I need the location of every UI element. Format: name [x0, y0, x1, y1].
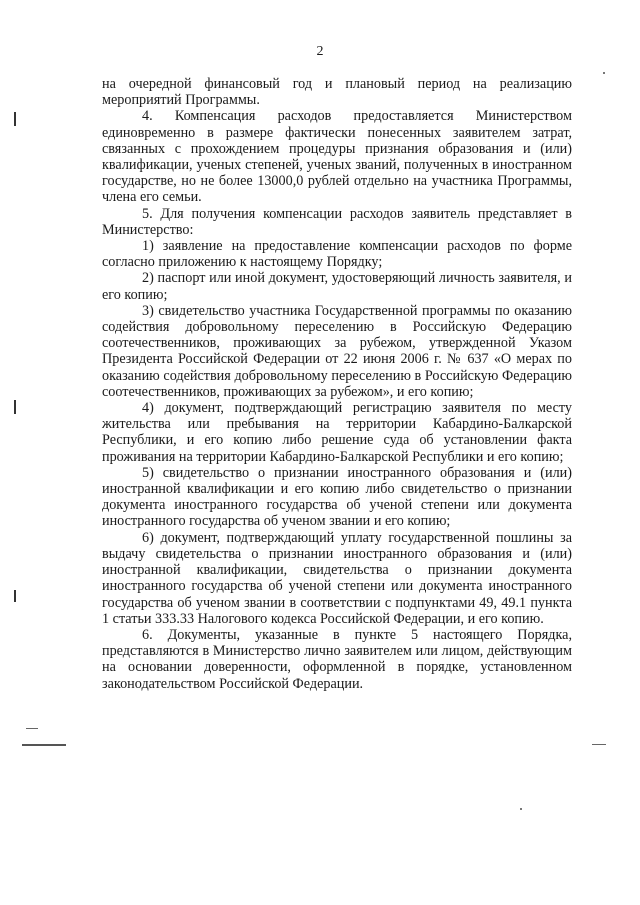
paragraph-6: 3) свидетельство участника Государственной программы по оказанию содействия добровольному переселению в Российскую Федерацию соотечественников, проживающих за рубежом, утвержденной Указом Президента Российской Федерации от 22 июня 2006 г. № 637 «О мерах по оказанию содействия добровольному переселению в Российскую Федерацию соотечественников, проживающих за рубежом», и его копию;: [102, 302, 572, 400]
paragraph-1: на очередной финансовый год и плановый период на реализацию мероприятий Программы.: [102, 76, 572, 109]
scan-dash-right: [592, 744, 606, 745]
document-body: [102, 76, 572, 692]
paragraph-10: 6. Документы, указанные в пункте 5 настоящего Порядка, представляются в Министерство лично заявителем или лицом, действующим на основании доверенности, оформленной в порядке, установленном законодательством Российской Федерации.: [102, 626, 572, 692]
paragraph-8: 5) свидетельство о признании иностранного образования и (или) иностранной квалификации и его копию либо свидетельство о признании документа иностранного государства об ученой степени или документа иностранного государства об ученом звании и его копию;: [102, 464, 572, 530]
paragraph-4: 1) заявление на предоставление компенсации расходов по форме согласно приложению к настоящему Порядку;: [102, 238, 572, 271]
scan-mark-left-1: [14, 112, 16, 126]
page-number: 2: [316, 44, 324, 59]
scan-mark-left-2: [14, 400, 16, 414]
scan-dash-left-1: [26, 728, 38, 729]
paragraph-9: 6) документ, подтверждающий уплату государственной пошлины за выдачу свидетельства о признании иностранного образования и (или) иностранной квалификации, свидетельства о признании документа иностранного государства об ученой степени или документа иностранного государства об ученом звании в соответствии с подпунктами 49, 49.1 пункта 1 статьи 333.33 Налогового кодекса Российской Федерации, и его копию.: [102, 529, 572, 627]
paragraph-5: 2) паспорт или иной документ, удостоверяющий личность заявителя, и его копию;: [102, 270, 572, 303]
paragraph-3: 5. Для получения компенсации расходов заявитель представляет в Министерство:: [102, 205, 572, 238]
scan-dash-left-2: [22, 744, 66, 746]
paragraph-2: 4. Компенсация расходов предоставляется Министерством единовременно в размере фактически понесенных заявителем затрат, связанных с прохождением процедуры признания образования и (или) квалификации, ученых степеней, ученых званий, полученных в иностранном государстве, но не более 13000,0 рублей отдельно на участника Программы, члена его семьи.: [102, 108, 572, 206]
scan-speck-1: [603, 72, 605, 74]
paragraph-7: 4) документ, подтверждающий регистрацию заявителя по месту жительства или пребывания на территории Кабардино-Балкарской Республики, и его копию либо решение суда об установлении факта проживания на территории Кабардино-Балкарской Республики и его копию;: [102, 400, 572, 465]
scan-speck-2: [520, 808, 522, 810]
scan-mark-left-3: [14, 590, 16, 602]
